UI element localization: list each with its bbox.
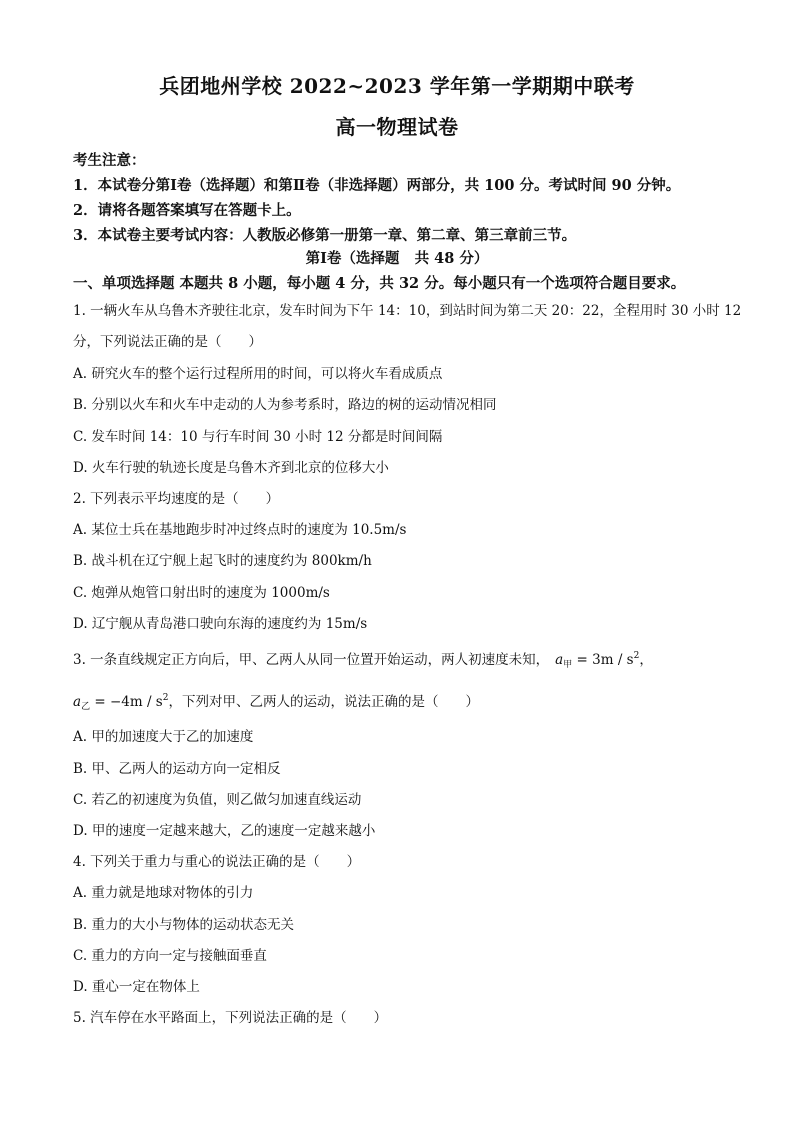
accel-jia-tail: ， bbox=[639, 652, 653, 668]
accel-yi-subscript: 乙 bbox=[81, 702, 91, 712]
accel-yi-formula bbox=[73, 694, 168, 710]
question-3-option-a: A. 甲的加速度大于乙的加速度 bbox=[73, 729, 254, 745]
exam-subtitle: 高一物理试卷 bbox=[335, 115, 459, 139]
question-1-option-b: B. 分别以火车和火车中走动的人为参考系时，路边的树的运动情况相同 bbox=[73, 397, 497, 413]
question-1-option-c: C. 发车时间 14：10 与行车时间 30 小时 12 分都是时间间隔 bbox=[73, 429, 443, 445]
question-2-stem: 2. 下列表示平均速度的是（ ） bbox=[73, 491, 280, 507]
accel-jia-symbol: a bbox=[555, 652, 564, 668]
accel-yi-value: = −4m / s bbox=[90, 694, 163, 710]
accel-jia-formula bbox=[555, 652, 653, 668]
question-4-option-c: C. 重力的方向一定与接触面垂直 bbox=[73, 948, 267, 964]
question-1-stem-cont: 分，下列说法正确的是（ ） bbox=[73, 334, 262, 350]
section-heading: 一、单项选择题 本题共 8 小题，每小题 4 分，共 32 分。每小题只有一个选项符合题目要求。 bbox=[73, 275, 686, 292]
accel-jia-subscript: 甲 bbox=[563, 660, 573, 670]
question-3-stem bbox=[73, 648, 653, 670]
question-1-option-d: D. 火车行驶的轨迹长度是乌鲁木齐到北京的位移大小 bbox=[73, 460, 389, 476]
question-3-stem-tail: ，下列对甲、乙两人的运动，说法正确的是（ ） bbox=[168, 694, 479, 710]
question-2-option-a: A. 某位士兵在基地跑步时冲过终点时的速度为 10.5m/s bbox=[73, 522, 407, 538]
question-4-option-d: D. 重心一定在物体上 bbox=[73, 979, 200, 995]
volume-heading bbox=[0, 247, 794, 268]
notice-item: 2．请将各题答案填写在答题卡上。 bbox=[73, 202, 301, 219]
volume-score: 共 48 分） bbox=[414, 250, 489, 267]
question-2-option-b: B. 战斗机在辽宁舰上起飞时的速度约为 800km/h bbox=[73, 553, 372, 569]
volume-label: 第Ⅰ卷（选择题 bbox=[305, 250, 400, 267]
question-5-stem: 5. 汽车停在水平路面上，下列说法正确的是（ ） bbox=[73, 1010, 388, 1026]
accel-jia-exponent: 2 bbox=[633, 651, 640, 661]
question-3-option-b: B. 甲、乙两人的运动方向一定相反 bbox=[73, 761, 281, 777]
notice-heading: 考生注意： bbox=[73, 152, 146, 169]
question-1-stem: 1. 一辆火车从乌鲁木齐驶往北京，发车时间为下午 14：10，到站时间为第二天 20：22，全程用时 30 小时 12 bbox=[73, 303, 742, 319]
exam-title: 兵团地州学校 2022~2023 学年第一学期期中联考 bbox=[159, 74, 635, 98]
question-4-option-b: B. 重力的大小与物体的运动状态无关 bbox=[73, 917, 295, 933]
question-4-stem: 4. 下列关于重力与重心的说法正确的是（ ） bbox=[73, 854, 361, 870]
accel-yi-exponent: 2 bbox=[162, 693, 169, 703]
question-4-option-a: A. 重力就是地球对物体的引力 bbox=[73, 885, 254, 901]
question-1-option-a: A. 研究火车的整个运行过程所用的时间，可以将火车看成质点 bbox=[73, 366, 443, 382]
question-2-option-d: D. 辽宁舰从青岛港口驶向东海的速度约为 15m/s bbox=[73, 616, 368, 632]
notice-item: 3．本试卷主要考试内容：人教版必修第一册第一章、第二章、第三章前三节。 bbox=[73, 227, 577, 244]
notice-item: 1．本试卷分第Ⅰ卷（选择题）和第Ⅱ卷（非选择题）两部分，共 100 分。考试时间 90 分钟。 bbox=[73, 177, 681, 194]
question-3-option-d: D. 甲的速度一定越来越大，乙的速度一定越来越小 bbox=[73, 823, 376, 839]
question-3-stem-text: 3. 一条直线规定正方向后，甲、乙两人从同一位置开始运动，两人初速度未知， bbox=[73, 652, 550, 668]
accel-jia-value: = 3m / s bbox=[572, 652, 634, 668]
question-2-option-c: C. 炮弹从炮管口射出时的速度为 1000m/s bbox=[73, 585, 330, 601]
accel-yi-symbol: a bbox=[73, 694, 82, 710]
question-3-stem-cont bbox=[73, 690, 479, 712]
question-3-option-c: C. 若乙的初速度为负值，则乙做匀加速直线运动 bbox=[73, 792, 362, 808]
